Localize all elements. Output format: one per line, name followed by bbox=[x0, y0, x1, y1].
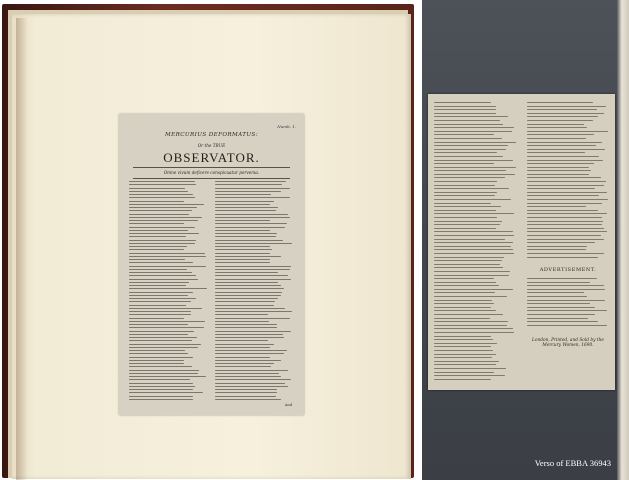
text-line bbox=[527, 124, 584, 125]
text-line bbox=[527, 231, 607, 232]
text-line bbox=[434, 264, 500, 265]
title-rule bbox=[133, 167, 290, 168]
text-line bbox=[215, 236, 276, 237]
text-line bbox=[129, 217, 202, 218]
text-line bbox=[434, 145, 508, 146]
text-line bbox=[129, 321, 205, 322]
text-line bbox=[527, 102, 593, 103]
text-line bbox=[215, 272, 278, 273]
text-line bbox=[434, 307, 491, 308]
text-line bbox=[434, 239, 505, 240]
text-line bbox=[129, 194, 193, 195]
text-line bbox=[215, 321, 269, 322]
book-cover-board bbox=[2, 4, 414, 478]
text-line bbox=[527, 192, 607, 193]
text-line bbox=[215, 311, 292, 312]
text-line bbox=[434, 113, 496, 114]
text-line bbox=[215, 340, 268, 341]
text-line bbox=[527, 213, 607, 214]
text-line bbox=[434, 231, 513, 232]
text-line bbox=[215, 386, 288, 387]
text-line bbox=[527, 163, 594, 164]
text-line bbox=[215, 207, 278, 208]
text-line bbox=[129, 318, 184, 319]
text-line bbox=[215, 201, 274, 202]
text-line bbox=[129, 188, 185, 189]
text-line bbox=[434, 160, 513, 161]
text-line bbox=[527, 127, 587, 128]
text-line bbox=[215, 357, 270, 358]
text-line bbox=[215, 243, 292, 244]
image-caption: Verso of EBBA 36943 bbox=[534, 458, 611, 468]
text-line bbox=[434, 253, 514, 254]
text-line bbox=[129, 340, 192, 341]
text-line bbox=[527, 160, 603, 161]
text-line bbox=[434, 321, 508, 322]
text-line bbox=[434, 210, 496, 211]
text-line bbox=[434, 325, 507, 326]
text-line bbox=[527, 134, 594, 135]
spine-shadow bbox=[16, 18, 28, 480]
text-line bbox=[215, 350, 287, 351]
text-line bbox=[129, 386, 195, 387]
text-line bbox=[434, 195, 495, 196]
text-line bbox=[527, 239, 604, 240]
title-line-2: Or the TRUE bbox=[197, 143, 226, 148]
text-line bbox=[434, 267, 503, 268]
advertisement-text bbox=[527, 278, 609, 328]
text-line bbox=[434, 199, 511, 200]
text-line bbox=[215, 269, 290, 270]
text-line bbox=[215, 249, 272, 250]
text-line bbox=[215, 217, 290, 218]
text-line bbox=[215, 279, 291, 280]
text-line bbox=[215, 376, 281, 377]
text-line bbox=[129, 262, 193, 263]
text-line bbox=[129, 201, 184, 202]
text-line bbox=[215, 370, 288, 371]
page-edges bbox=[8, 10, 408, 478]
text-line bbox=[434, 131, 512, 132]
text-line bbox=[129, 334, 188, 335]
text-line bbox=[129, 379, 190, 380]
text-line bbox=[527, 131, 608, 132]
text-line bbox=[434, 120, 500, 121]
text-line bbox=[434, 106, 496, 107]
text-line bbox=[129, 282, 189, 283]
text-line bbox=[129, 295, 188, 296]
text-line bbox=[434, 249, 513, 250]
text-line bbox=[129, 259, 185, 260]
text-line bbox=[527, 325, 607, 326]
text-line bbox=[215, 214, 288, 215]
text-line bbox=[129, 376, 206, 377]
text-line bbox=[129, 204, 204, 205]
text-line bbox=[434, 185, 495, 186]
text-line bbox=[434, 109, 496, 110]
text-line bbox=[434, 177, 505, 178]
text-line bbox=[129, 392, 203, 393]
text-line bbox=[215, 295, 281, 296]
text-line bbox=[434, 364, 496, 365]
text-line bbox=[215, 366, 271, 367]
verso-column-right bbox=[527, 102, 609, 262]
text-line bbox=[215, 253, 270, 254]
text-line bbox=[527, 253, 604, 254]
text-line bbox=[434, 275, 509, 276]
motto-rule bbox=[133, 178, 290, 179]
text-line bbox=[129, 311, 191, 312]
text-line bbox=[215, 363, 274, 364]
text-line bbox=[434, 314, 503, 315]
text-line bbox=[129, 236, 186, 237]
text-line bbox=[527, 292, 584, 293]
text-column-right bbox=[215, 181, 293, 403]
text-line bbox=[215, 337, 284, 338]
text-line bbox=[129, 331, 194, 332]
text-line bbox=[129, 373, 198, 374]
text-line bbox=[129, 288, 207, 289]
text-line bbox=[129, 308, 202, 309]
text-line bbox=[129, 256, 206, 257]
text-line bbox=[215, 389, 277, 390]
text-line bbox=[434, 149, 506, 150]
text-line bbox=[129, 272, 192, 273]
text-line bbox=[215, 292, 282, 293]
text-line bbox=[215, 233, 277, 234]
text-line bbox=[434, 167, 516, 168]
text-line bbox=[129, 344, 201, 345]
text-line bbox=[129, 233, 199, 234]
text-line bbox=[215, 275, 288, 276]
album-leaf bbox=[12, 14, 411, 479]
text-line bbox=[129, 353, 188, 354]
text-line bbox=[215, 197, 290, 198]
text-line bbox=[434, 357, 492, 358]
text-line bbox=[527, 106, 606, 107]
text-line bbox=[434, 152, 497, 153]
text-line bbox=[129, 210, 192, 211]
text-line bbox=[129, 396, 193, 397]
text-line bbox=[434, 379, 491, 380]
text-line bbox=[434, 188, 509, 189]
text-line bbox=[434, 170, 506, 171]
title-line-1: MERCURIUS DEFORMATUS: bbox=[164, 132, 259, 138]
text-line bbox=[527, 149, 605, 150]
text-line bbox=[215, 184, 282, 185]
text-line bbox=[129, 324, 188, 325]
text-line bbox=[129, 253, 205, 254]
text-line bbox=[527, 282, 590, 283]
text-line bbox=[434, 318, 490, 319]
text-line bbox=[434, 228, 496, 229]
text-line bbox=[434, 282, 496, 283]
text-line bbox=[129, 305, 186, 306]
text-line bbox=[129, 337, 197, 338]
text-line bbox=[434, 246, 511, 247]
text-line bbox=[434, 124, 503, 125]
text-line bbox=[129, 360, 184, 361]
text-line bbox=[434, 303, 494, 304]
text-line bbox=[434, 375, 505, 376]
text-line bbox=[434, 102, 491, 103]
text-line bbox=[434, 203, 491, 204]
text-line bbox=[527, 188, 595, 189]
ballad-sheet-recto bbox=[119, 114, 304, 415]
text-line bbox=[434, 332, 514, 333]
text-line bbox=[527, 156, 599, 157]
text-line bbox=[527, 113, 604, 114]
text-line bbox=[527, 206, 586, 207]
text-line bbox=[434, 206, 501, 207]
text-line bbox=[527, 138, 586, 139]
text-line bbox=[434, 235, 514, 236]
text-line bbox=[129, 214, 189, 215]
text-line bbox=[129, 191, 188, 192]
ballad-sheet-verso bbox=[428, 94, 615, 390]
text-line bbox=[129, 249, 184, 250]
text-line bbox=[215, 288, 284, 289]
text-line bbox=[527, 318, 588, 319]
text-line bbox=[527, 235, 601, 236]
text-line bbox=[129, 243, 195, 244]
text-line bbox=[434, 174, 515, 175]
text-line bbox=[215, 305, 274, 306]
text-line bbox=[215, 227, 285, 228]
text-line bbox=[434, 328, 513, 329]
text-line bbox=[129, 246, 187, 247]
text-line bbox=[129, 220, 198, 221]
text-line bbox=[215, 383, 285, 384]
text-column-left bbox=[129, 181, 207, 403]
text-line bbox=[215, 379, 291, 380]
text-line bbox=[129, 227, 195, 228]
text-line bbox=[527, 109, 597, 110]
text-line bbox=[434, 336, 491, 337]
text-line bbox=[527, 296, 587, 297]
text-line bbox=[527, 203, 602, 204]
text-line bbox=[215, 246, 270, 247]
text-line bbox=[434, 289, 513, 290]
text-line bbox=[215, 399, 281, 400]
text-line bbox=[527, 310, 607, 311]
text-line bbox=[527, 285, 604, 286]
text-line bbox=[527, 185, 604, 186]
text-line bbox=[434, 260, 502, 261]
text-line bbox=[434, 257, 504, 258]
text-line bbox=[129, 357, 193, 358]
text-line bbox=[434, 192, 497, 193]
text-line bbox=[527, 321, 598, 322]
text-line bbox=[527, 116, 598, 117]
text-line bbox=[129, 347, 198, 348]
text-line bbox=[129, 223, 184, 224]
text-line bbox=[434, 361, 499, 362]
text-line bbox=[215, 181, 286, 182]
advertisement-heading: ADVERTISEMENT. bbox=[539, 267, 597, 273]
text-line bbox=[434, 213, 514, 214]
text-line bbox=[527, 152, 585, 153]
text-line bbox=[434, 343, 497, 344]
text-line bbox=[129, 399, 193, 400]
catchword: And bbox=[284, 403, 292, 407]
text-line bbox=[129, 327, 204, 328]
text-line bbox=[215, 331, 291, 332]
text-line bbox=[527, 314, 595, 315]
text-line bbox=[129, 285, 186, 286]
text-line bbox=[129, 383, 193, 384]
text-line bbox=[215, 223, 287, 224]
text-line bbox=[434, 127, 514, 128]
text-line bbox=[434, 116, 508, 117]
text-line bbox=[527, 145, 596, 146]
text-line bbox=[129, 197, 195, 198]
text-line bbox=[527, 199, 608, 200]
text-line bbox=[527, 228, 604, 229]
title-line-3: OBSERVATOR. bbox=[163, 150, 260, 165]
text-line bbox=[215, 210, 276, 211]
text-line bbox=[434, 368, 506, 369]
text-line bbox=[527, 249, 586, 250]
text-line bbox=[527, 177, 601, 178]
text-line bbox=[215, 353, 284, 354]
text-line bbox=[215, 308, 285, 309]
text-line bbox=[527, 181, 606, 182]
imprint: London, Printed, and Sold by the Mercury Women, 1690. bbox=[532, 338, 604, 348]
text-line bbox=[434, 310, 496, 311]
text-line bbox=[527, 246, 587, 247]
text-line bbox=[215, 256, 281, 257]
text-line bbox=[215, 344, 274, 345]
text-line bbox=[215, 347, 270, 348]
text-line bbox=[434, 156, 503, 157]
text-line bbox=[129, 314, 191, 315]
text-line bbox=[527, 221, 603, 222]
text-line bbox=[215, 194, 271, 195]
text-line bbox=[434, 221, 502, 222]
text-line bbox=[527, 195, 599, 196]
text-line bbox=[215, 314, 268, 315]
text-line bbox=[129, 363, 184, 364]
text-line bbox=[129, 184, 196, 185]
text-line bbox=[434, 300, 492, 301]
text-line bbox=[434, 181, 497, 182]
text-line bbox=[527, 142, 602, 143]
text-line bbox=[215, 285, 281, 286]
text-line bbox=[434, 296, 507, 297]
text-line bbox=[527, 210, 598, 211]
text-line bbox=[527, 167, 589, 168]
text-line bbox=[215, 262, 270, 263]
text-line bbox=[527, 303, 590, 304]
text-line bbox=[215, 327, 277, 328]
text-line bbox=[215, 318, 290, 319]
text-line bbox=[129, 181, 195, 182]
text-line bbox=[129, 269, 187, 270]
text-line bbox=[434, 346, 491, 347]
text-line bbox=[215, 266, 291, 267]
text-line bbox=[527, 289, 605, 290]
verso-column-left bbox=[434, 102, 516, 384]
text-line bbox=[527, 278, 597, 279]
text-line bbox=[215, 240, 283, 241]
text-line bbox=[527, 120, 593, 121]
text-line bbox=[129, 389, 193, 390]
text-line bbox=[215, 301, 275, 302]
text-line bbox=[215, 373, 279, 374]
text-line bbox=[129, 292, 193, 293]
text-line bbox=[215, 188, 290, 189]
text-line bbox=[434, 163, 494, 164]
adjacent-page-strip bbox=[617, 0, 629, 480]
text-line bbox=[215, 259, 270, 260]
text-line bbox=[129, 230, 188, 231]
text-line bbox=[215, 220, 270, 221]
text-line bbox=[527, 300, 605, 301]
text-line bbox=[215, 360, 281, 361]
text-line bbox=[215, 282, 278, 283]
text-line bbox=[527, 174, 589, 175]
text-line bbox=[129, 279, 198, 280]
text-line bbox=[129, 207, 197, 208]
text-line bbox=[527, 307, 595, 308]
text-line bbox=[129, 301, 191, 302]
text-line bbox=[215, 334, 283, 335]
text-line bbox=[434, 350, 493, 351]
text-line bbox=[129, 370, 199, 371]
text-line bbox=[527, 242, 595, 243]
text-line bbox=[129, 350, 185, 351]
text-line bbox=[215, 396, 276, 397]
text-line bbox=[215, 298, 278, 299]
verso-scan bbox=[422, 0, 629, 480]
text-line bbox=[434, 242, 513, 243]
text-line bbox=[527, 224, 602, 225]
text-line bbox=[129, 298, 196, 299]
text-line bbox=[215, 324, 277, 325]
motto: Omne vivum deficere conspicuatur perversa. bbox=[163, 170, 260, 175]
text-line bbox=[527, 257, 598, 258]
text-line bbox=[434, 292, 495, 293]
text-line bbox=[434, 142, 516, 143]
text-line bbox=[215, 392, 277, 393]
text-line bbox=[129, 266, 206, 267]
folio-number: Numb. 1. bbox=[277, 124, 296, 129]
text-line bbox=[527, 170, 591, 171]
text-line bbox=[434, 134, 494, 135]
text-line bbox=[434, 271, 510, 272]
text-line bbox=[434, 138, 502, 139]
text-line bbox=[215, 204, 270, 205]
text-line bbox=[434, 372, 494, 373]
text-line bbox=[434, 217, 497, 218]
text-line bbox=[434, 339, 493, 340]
text-line bbox=[527, 217, 602, 218]
text-line bbox=[129, 366, 192, 367]
text-line bbox=[434, 278, 494, 279]
text-line bbox=[434, 285, 499, 286]
text-line bbox=[129, 275, 196, 276]
text-line bbox=[434, 224, 500, 225]
text-line bbox=[434, 354, 496, 355]
text-line bbox=[129, 240, 196, 241]
text-line bbox=[215, 230, 270, 231]
text-line bbox=[215, 191, 281, 192]
